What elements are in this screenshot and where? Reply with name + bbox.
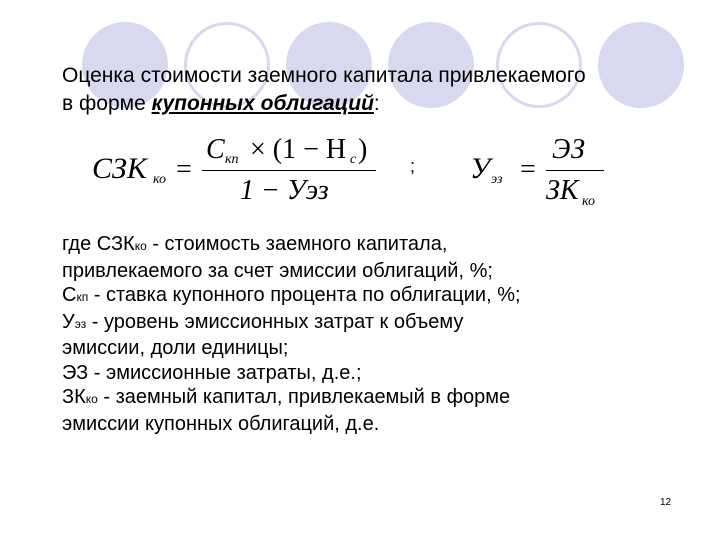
slide: Оценка стоимости заемного капитала привлекаемого в форме купонных облигаций: СЗК ко = С кп × (1 − Н с ) 1 − Уэз ; У эз = ЭЗ ЗК ко где СЗКко - стоимость заемного капитала, привлекаемого за счет эмиссии облигаций, %; Скп - ставка купонного процента по облигации, %; Уэз - уровень эмиссионных затрат к объему эмиссии, доли единицы; ЭЗ - эмиссионные затраты, д.е.; ЗКко - заемный капитал, привлекаемый в форме эмиссии купонных облигаций, д.е. 12 (0, 0, 720, 540)
separator: ; (410, 156, 416, 176)
fraction-bar (202, 170, 376, 171)
definition-line: Скп - ставка купонного процента по облигации, %; (62, 284, 521, 306)
definitions (62, 232, 521, 436)
definition-line: ЭЗ - эмиссионные затраты, д.е.; (62, 361, 362, 384)
definition-line: Уэз - уровень эмиссионных затрат к объему (62, 310, 464, 333)
title-emphasis: купонных облигаций (151, 92, 374, 115)
definition-line: привлекаемого за счет эмиссии облигаций, %; (62, 259, 493, 282)
fraction-bar (546, 170, 604, 171)
definition-line: где СЗКко - стоимость заемного капитала, (62, 233, 448, 255)
definition-line: ЗКко - заемный капитал, привлекаемый в форме (62, 386, 511, 408)
decor-circle (598, 22, 684, 108)
definition-line: эмиссии, доли единицы; (62, 337, 289, 359)
page-number: 12 (660, 497, 672, 508)
slide-title: Оценка стоимости заемного капитала привлекаемого в форме купонных облигаций: (62, 64, 586, 115)
definition-line: эмиссии купонных облигаций, д.е. (62, 412, 380, 435)
